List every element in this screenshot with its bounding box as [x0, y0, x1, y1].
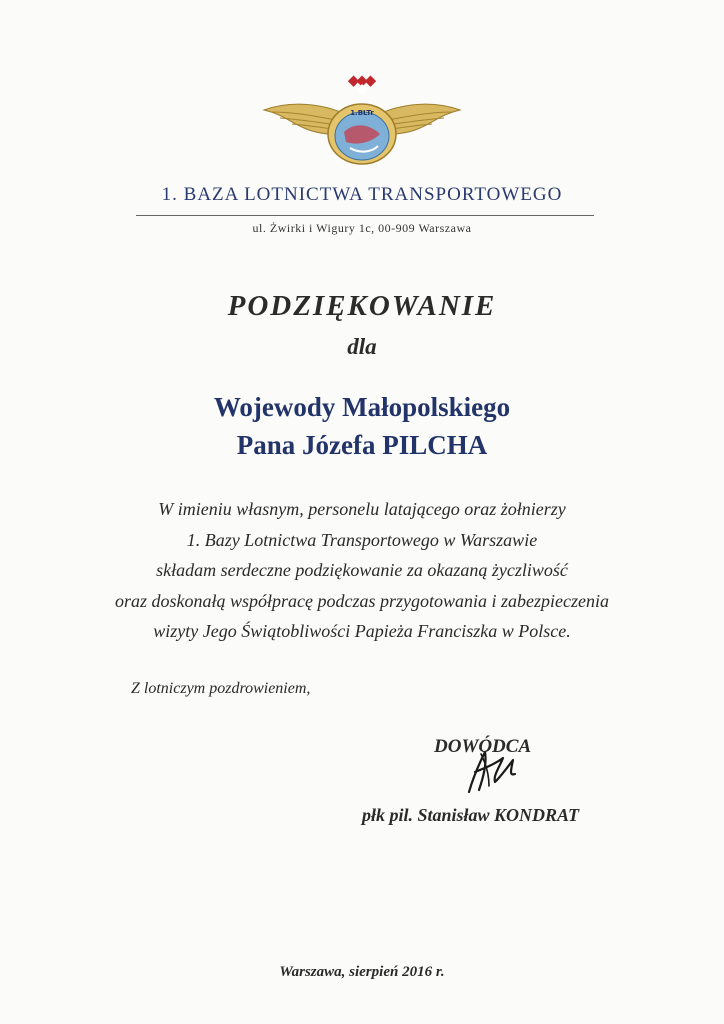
body-line: oraz doskonałą współpracę podczas przygotowania i zabezpieczenia [115, 590, 609, 611]
for-word: dla [347, 334, 377, 359]
body-line: 1. Bazy Lotnictwa Transportowego w Warszawie [186, 529, 538, 550]
handwritten-signature-icon [455, 742, 525, 800]
recipient-line-2: Pana Józefa PILCHA [236, 430, 488, 460]
body-line: wizyty Jego Świątobliwości Papieża Franciszka w Polsce. [153, 621, 571, 641]
letter-title: PODZIĘKOWANIE [227, 290, 497, 322]
header-divider [136, 215, 594, 216]
closing-greeting: Z lotniczym pozdrowieniem, [131, 680, 311, 697]
organization-name: 1. BAZA LOTNICTWA TRANSPORTOWEGO [161, 184, 563, 205]
commander-name: płk pil. Stanisław KONDRAT [362, 805, 580, 825]
body-line: składam serdeczne podziękowanie za okazaną życzliwość [156, 560, 568, 580]
letter-body [60, 494, 664, 647]
air-wings-emblem-icon [262, 62, 462, 172]
commander-title: DOWÓDCA [434, 736, 532, 757]
place-and-date: Warszawa, sierpień 2016 r. [279, 964, 445, 980]
recipient-line-1: Wojewody Małopolskiego [213, 392, 511, 422]
organization-address: ul. Żwirki i Wigury 1c, 00-909 Warszawa [252, 221, 472, 235]
body-line: W imieniu własnym, personelu latającego oraz żołnierzy [158, 499, 566, 519]
svg-text:1.BLTr: 1.BLTr [350, 109, 374, 117]
